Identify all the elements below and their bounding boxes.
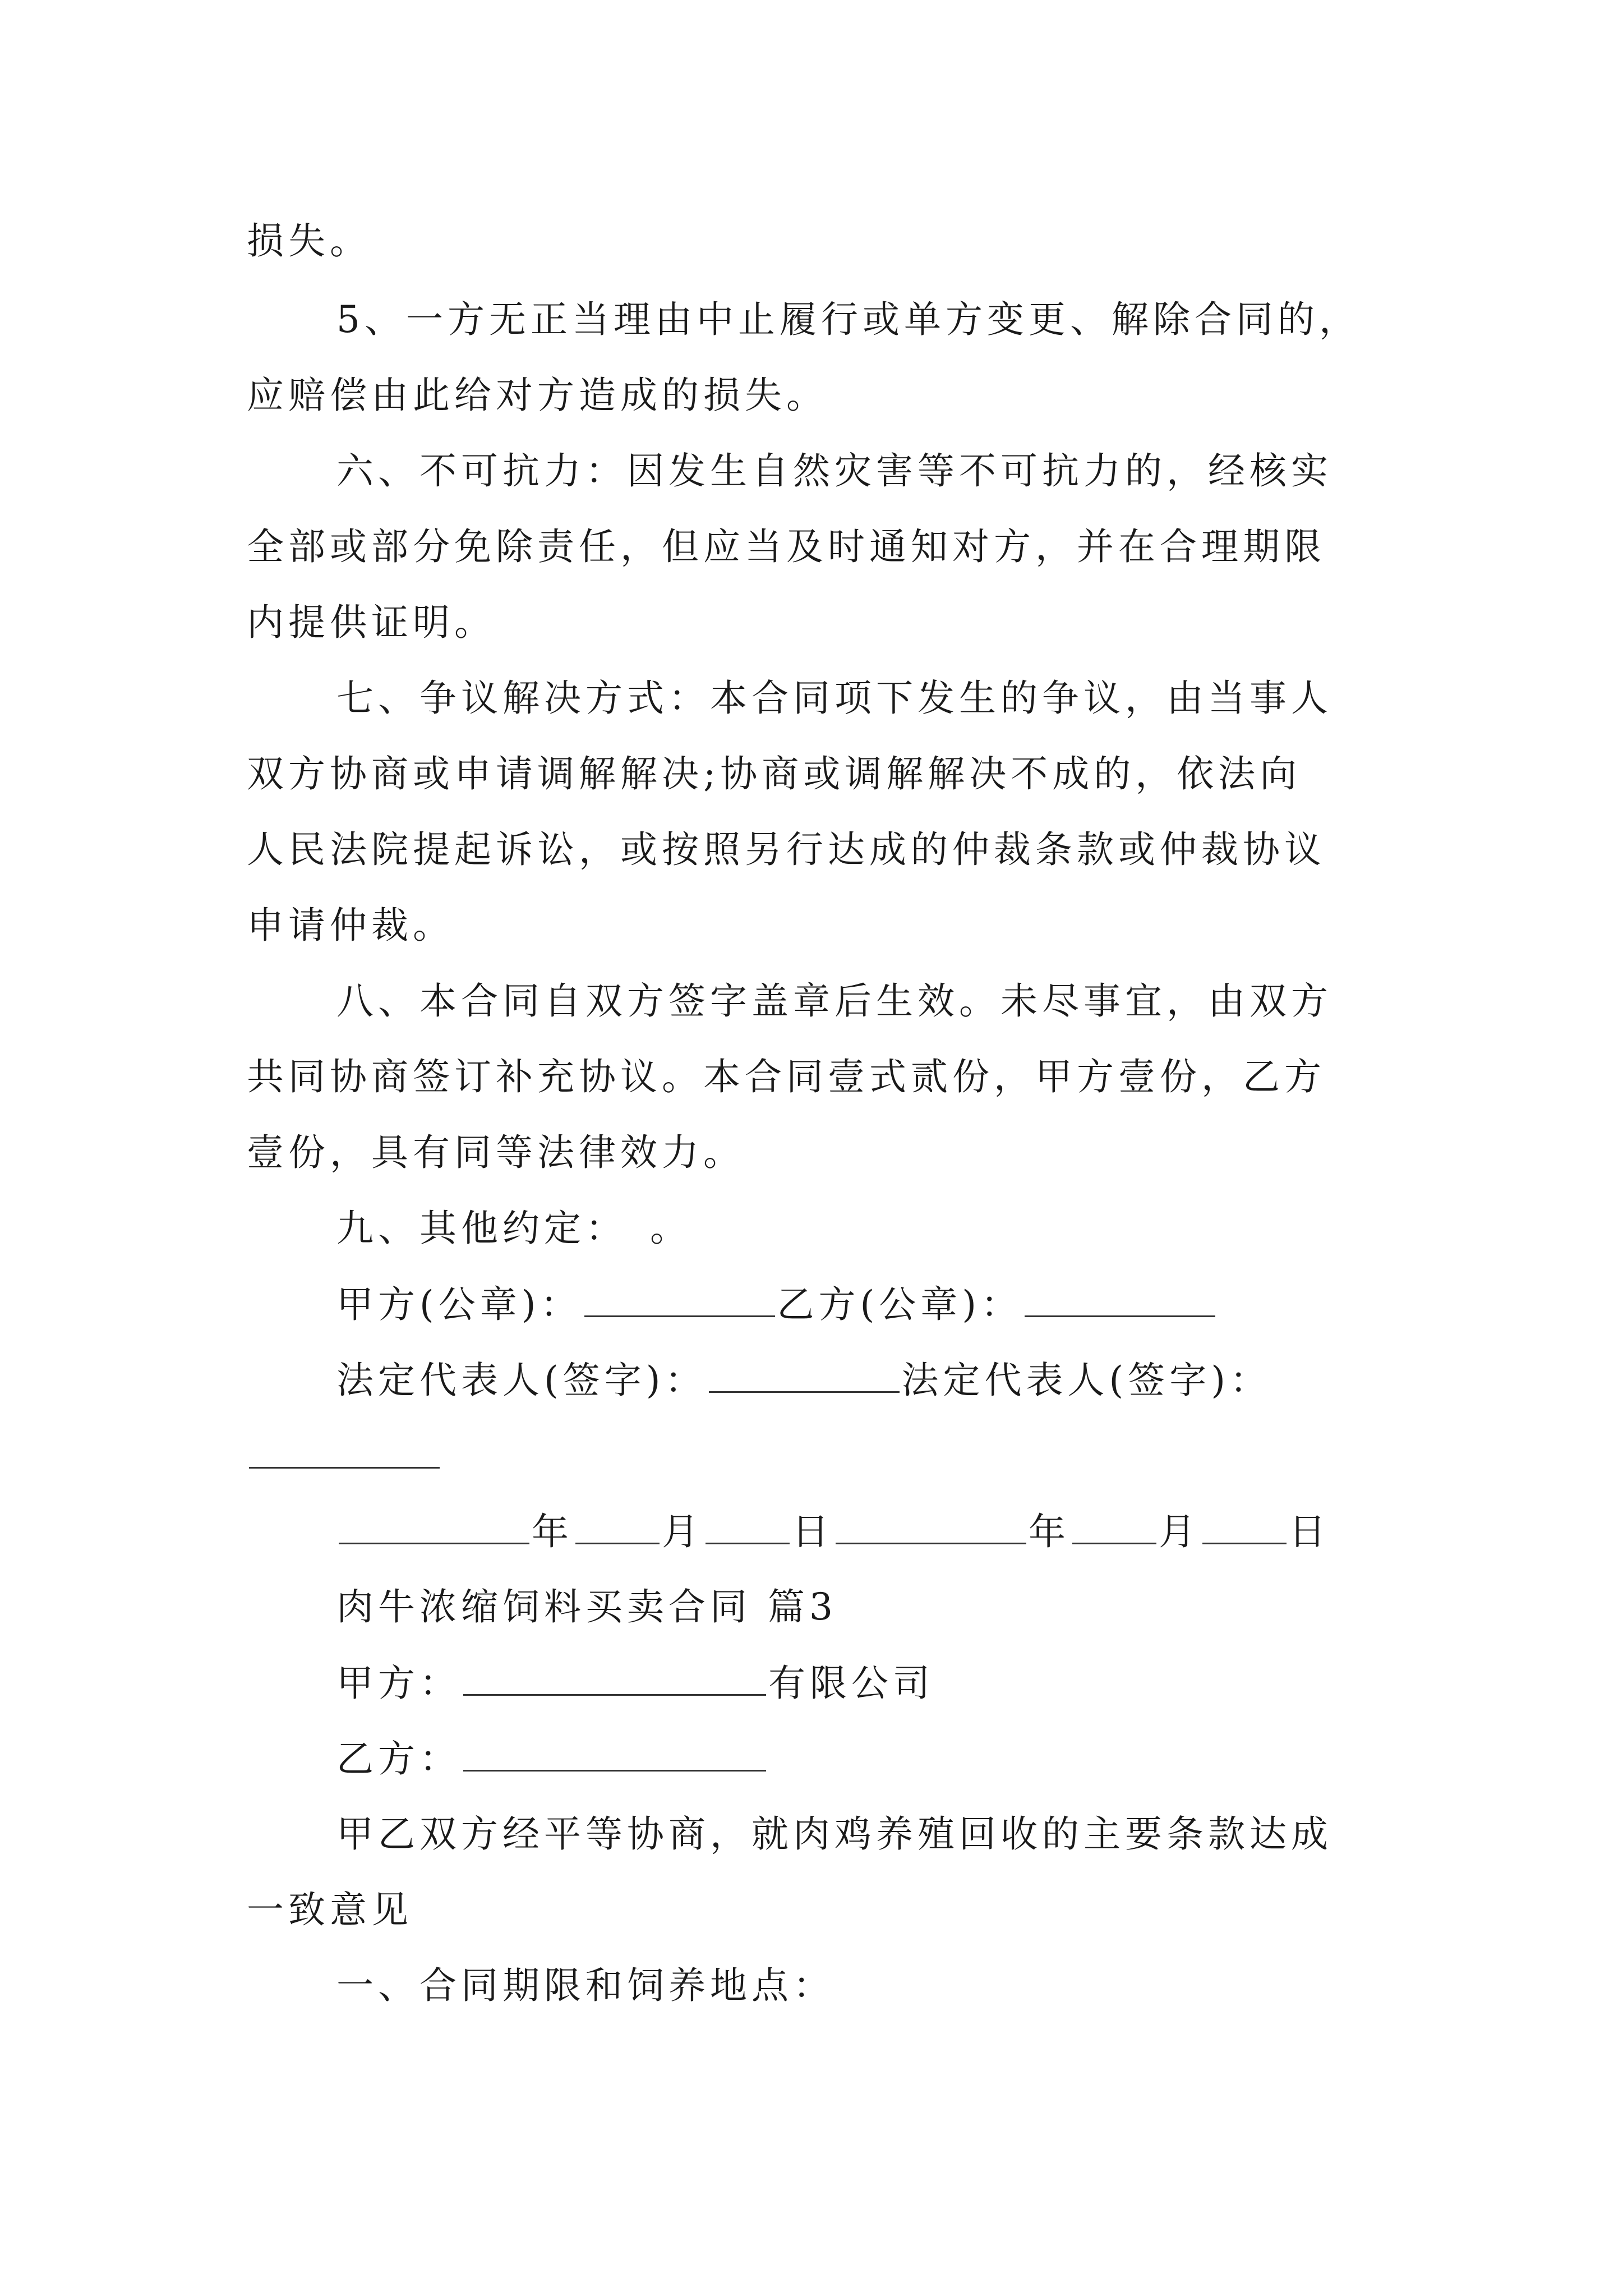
party-b-label: 乙方： [336, 1737, 461, 1780]
date-a-year-blank [339, 1509, 529, 1544]
section-title: 肉牛浓缩饲料买卖合同 篇3 [336, 1585, 837, 1628]
text-line: 九、其他约定： 。 [336, 1207, 691, 1250]
year-label: 年 [532, 1510, 573, 1553]
text-line: 内提供证明。 [247, 601, 496, 644]
party-a-line [336, 1660, 934, 1706]
year-label: 年 [1029, 1510, 1070, 1553]
date-b-year-blank [836, 1509, 1026, 1544]
text-line: 损失。 [247, 219, 371, 263]
date-a-month-blank [575, 1509, 660, 1544]
text-line: 申请仲裁。 [247, 904, 454, 947]
month-label: 月 [662, 1510, 703, 1553]
day-label: 日 [1289, 1510, 1330, 1553]
party-a-seal-label: 甲方(公章)： [336, 1283, 582, 1326]
party-a-name-blank [463, 1660, 766, 1696]
date-a-day-blank [706, 1509, 790, 1544]
month-label: 月 [1159, 1510, 1200, 1553]
party-b-line [336, 1736, 768, 1782]
rep-b-blank [249, 1433, 440, 1469]
intro-line: 一致意见 [247, 1888, 413, 1931]
date-b-day-blank [1202, 1509, 1287, 1544]
text-line: 全部或部分免除责任，但应当及时通知对方，并在合理期限 [247, 525, 1326, 568]
clause-heading: 一、合同期限和饲养地点： [336, 1964, 834, 2007]
rep-b-label: 法定代表人(签字)： [901, 1359, 1271, 1402]
rep-a-label: 法定代表人(签字)： [336, 1359, 707, 1402]
party-a-suffix: 有限公司 [768, 1662, 934, 1705]
date-line [336, 1509, 1330, 1554]
text-line: 七、争议解决方式：本合同项下发生的争议，由当事人 [336, 677, 1332, 720]
date-b-month-blank [1072, 1509, 1156, 1544]
text-line: 八、本合同自双方签字盖章后生效。未尽事宜，由双方 [336, 979, 1332, 1023]
party-b-name-blank [463, 1736, 766, 1772]
text-line: 人民法院提起诉讼，或按照另行达成的仲裁条款或仲裁协议 [247, 828, 1326, 871]
text-line: 六、不可抗力：因发生自然灾害等不可抗力的，经核实 [336, 449, 1332, 493]
party-b-seal-label: 乙方(公章)： [777, 1283, 1022, 1326]
party-b-seal-blank [1025, 1282, 1215, 1317]
seal-line [336, 1282, 1218, 1327]
text-line: 应赔偿由此给对方造成的损失。 [247, 374, 828, 417]
text-line: 5、一方无正当理由中止履行或单方变更、解除合同的， [336, 298, 1361, 341]
rep-a-blank [709, 1358, 900, 1393]
representative-line [336, 1358, 1271, 1403]
intro-line: 甲乙双方经平等协商，就肉鸡养殖回收的主要条款达成 [336, 1812, 1332, 1856]
party-a-seal-blank [584, 1282, 775, 1317]
text-line: 壹份，具有同等法律效力。 [247, 1131, 745, 1174]
text-line: 共同协商签订补充协议。本合同壹式贰份，甲方壹份，乙方 [247, 1055, 1326, 1098]
day-label: 日 [792, 1510, 833, 1553]
text-line: 双方协商或申请调解解决;协商或调解解决不成的，依法向 [247, 752, 1302, 795]
party-a-label: 甲方： [336, 1662, 461, 1705]
rep-b-blank-line [247, 1433, 442, 1479]
